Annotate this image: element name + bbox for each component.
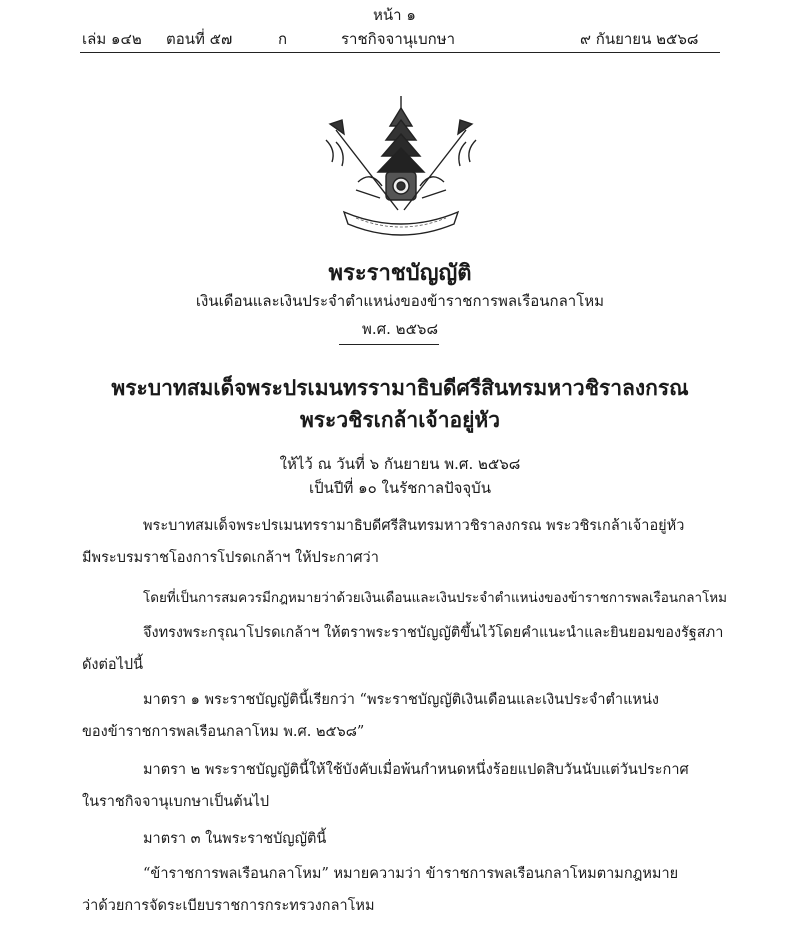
section-label: ก — [278, 30, 288, 48]
king-name-line1: พระบาทสมเด็จพระปรเมนทรรามาธิบดีศรีสินทรมหาวชิราลงกรณ — [111, 375, 689, 400]
issue-label: ตอนที่ ๕๗ — [166, 30, 233, 48]
gazette-date: ๙ กันยายน ๒๕๖๘ — [580, 30, 699, 48]
section1-line2: ของข้าราชการพลเรือนกลาโหม พ.ศ. ๒๕๖๘” — [82, 724, 365, 740]
enactment-line2: ดังต่อไปนี้ — [82, 657, 144, 673]
act-heading: พระราชบัญญัติ — [328, 260, 472, 286]
section3-heading: มาตรา ๓ ในพระราชบัญญัตินี้ — [143, 831, 327, 847]
act-subject: เงินเดือนและเงินประจำตำแหน่งของข้าราชการพลเรือนกลาโหม — [195, 292, 605, 310]
reason-paragraph: โดยที่เป็นการสมควรมีกฎหมายว่าด้วยเงินเดือนและเงินประจำตำแหน่งของข้าราชการพลเรือนกลาโหม — [143, 590, 728, 606]
enactment-line1: จึงทรงพระกรุณาโปรดเกล้าฯ ให้ตราพระราชบัญญัติขึ้นไว้โดยคำแนะนำและยินยอมของรัฐสภา — [143, 625, 724, 641]
volume-label: เล่ม ๑๔๒ — [82, 30, 142, 48]
preamble-line2: มีพระบรมราชโองการโปรดเกล้าฯ ให้ประกาศว่า — [82, 550, 379, 566]
king-name-line2: พระวชิรเกล้าเจ้าอยู่หัว — [299, 407, 501, 432]
title-rule — [339, 344, 439, 345]
royal-emblem-icon — [316, 90, 486, 240]
section3-definition-line1: “ข้าราชการพลเรือนกลาโหม” หมายความว่า ข้าราชการพลเรือนกลาโหมตามกฎหมาย — [143, 866, 679, 882]
reign-year: เป็นปีที่ ๑๐ ในรัชกาลปัจจุบัน — [309, 479, 491, 497]
page-number: หน้า ๑ — [373, 6, 416, 24]
gazette-name: ราชกิจจานุเบกษา — [341, 30, 456, 48]
act-year: พ.ศ. ๒๕๖๘ — [361, 320, 439, 338]
section2-line2: ในราชกิจจานุเบกษาเป็นต้นไป — [82, 794, 270, 810]
preamble-line1: พระบาทสมเด็จพระปรเมนทรรามาธิบดีศรีสินทรมหาวชิราลงกรณ พระวชิรเกล้าเจ้าอยู่หัว — [143, 518, 685, 534]
given-date: ให้ไว้ ณ วันที่ ๖ กันยายน พ.ศ. ๒๕๖๘ — [279, 455, 521, 473]
section3-definition-line2: ว่าด้วยการจัดระเบียบราชการกระทรวงกลาโหม — [82, 898, 375, 914]
header-rule — [80, 52, 720, 53]
section1-line1: มาตรา ๑ พระราชบัญญัตินี้เรียกว่า “พระราชบัญญัติเงินเดือนและเงินประจำตำแหน่ง — [143, 692, 659, 708]
section2-line1: มาตรา ๒ พระราชบัญญัตินี้ให้ใช้บังคับเมื่อพ้นกำหนดหนึ่งร้อยแปดสิบวันนับแต่วันประกาศ — [143, 762, 689, 778]
